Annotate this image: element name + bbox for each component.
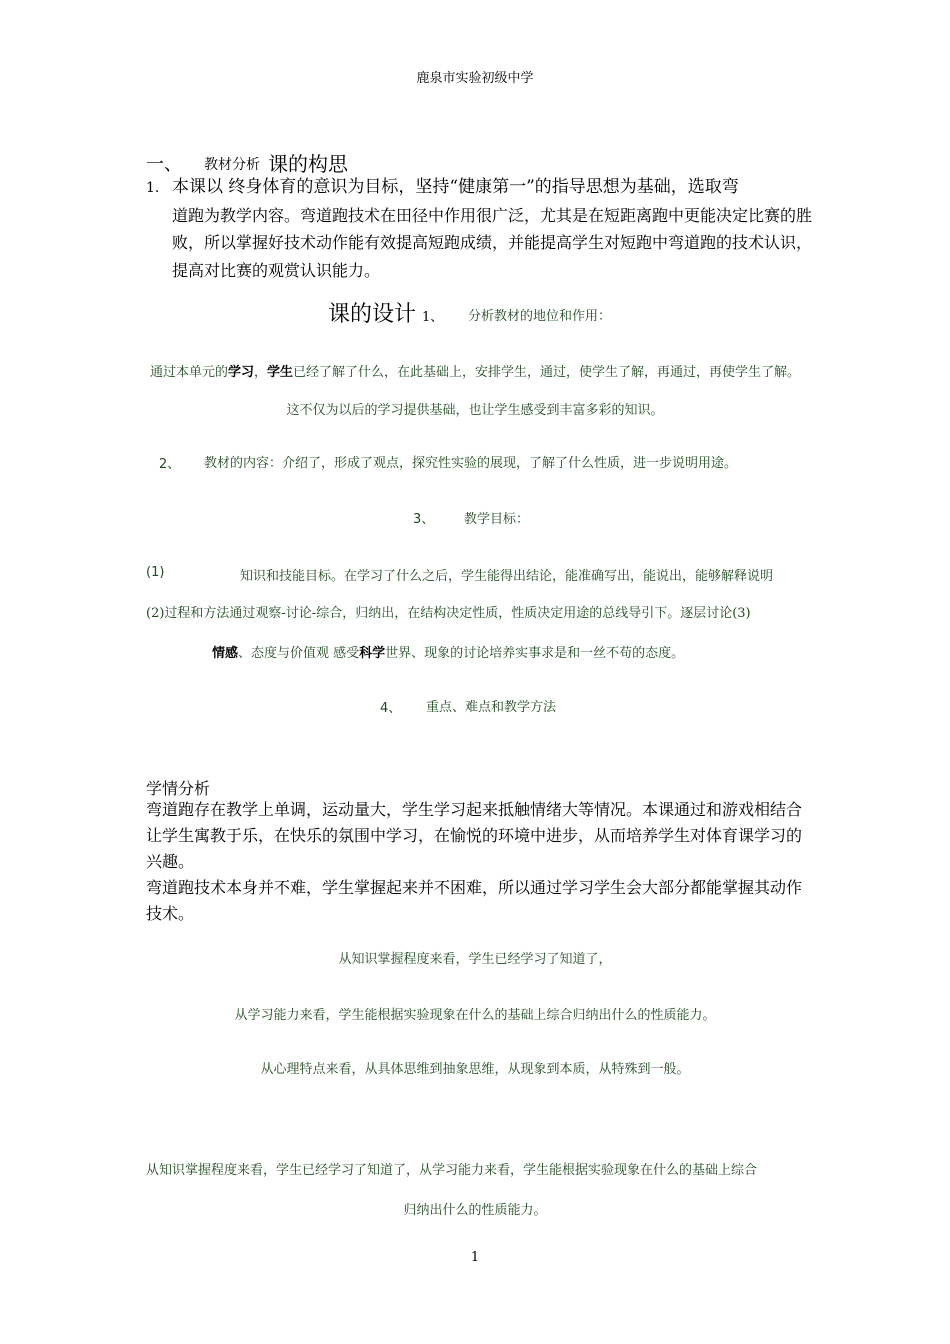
goals-heading: 教学目标：	[464, 512, 530, 527]
summary-line-2: 归纳出什么的性质能力。	[403, 1203, 547, 1218]
perspective-psychology: 从心理特点来看，从具体思维到抽象思维，从现象到本质，从特殊到一般。	[260, 1062, 690, 1077]
page-number: 1	[470, 1250, 480, 1265]
bold-emotion: 情感	[212, 646, 239, 661]
perspective-knowledge: 从知识掌握程度来看，学生已经学习了知道了，	[338, 952, 612, 967]
goals-number: 3、	[413, 512, 435, 527]
course-concept-paragraph	[172, 173, 812, 284]
page-header: 鹿泉市实验初级中学	[416, 71, 534, 86]
paragraph-lead: 本课以 终身体育的意识为目标，坚持“健康第一”的指导思想为基础，选取弯	[172, 177, 739, 197]
design-heading: 课的设计	[328, 302, 417, 327]
bold-learning: 学习	[227, 365, 254, 380]
section-title: 课的构思	[268, 152, 348, 176]
goal-1-text: 知识和技能目标。在学习了什么之后，学生能得出结论，能准确写出，能说出，能够解释说明	[240, 569, 774, 584]
analysis-line-2: 这不仅为以后的学习提供基础，也让学生感受到丰富多彩的知识。	[286, 403, 664, 418]
section-number: 一、	[146, 154, 182, 175]
learning-analysis-title: 学情分析	[146, 779, 211, 798]
goal-1-number: (1)	[146, 565, 165, 580]
keypoints-number: 4、	[380, 701, 402, 716]
analysis-line-1: 通过本单元的学习，学生已经了解了什么，在此基础上，安排学生，通过，使学生了解，再通过，再使学生了解。	[149, 365, 801, 380]
paragraph-body: 道跑为教学内容。弯道跑技术在田径中作用很广泛，尤其是在短距离跑中更能决定比赛的胜败，所以掌握好技术动作能有效提高短跑成绩，并能提高学生对短跑中弯道跑的技术认识，提高对比赛的观赏认识能力。	[172, 205, 813, 280]
learning-paragraph-1: 弯道跑存在教学上单调，运动量大，学生学习起来抵触情绪大等情况。本课通过和游戏相结合让学生寓教于乐，在快乐的氛围中学习，在愉悦的环境中进步，从而培养学生对体育课学习的兴趣。	[146, 800, 803, 871]
design-number: 1、	[422, 310, 444, 325]
content-text: 教材的内容：介绍了，形成了观点，探究性实验的展现，了解了什么性质，进一步说明用途。	[204, 456, 738, 471]
goal-2-text: (2)过程和方法通过观察-讨论-综合，归纳出，在结构决定性质，性质决定用途的总线导引下。逐层讨论(3)	[146, 606, 751, 621]
section-title-small: 教材分析	[204, 157, 260, 173]
goal-3-text: 情感、态度与价值观 感受科学世界、现象的讨论培养实事求是和一丝不苟的态度。	[212, 646, 685, 661]
design-subheading: 分析教材的地位和作用：	[468, 309, 612, 324]
learning-analysis-body	[146, 797, 814, 927]
learning-paragraph-2: 弯道跑技术本身并不难，学生掌握起来并不困难，所以通过学习学生会大部分都能掌握其动作技术。	[146, 878, 803, 923]
item-number: 1.	[146, 180, 160, 196]
summary-line-1: 从知识掌握程度来看，学生已经学习了知道了，从学习能力来看，学生能根据实验现象在什么的基础上综合	[146, 1163, 758, 1178]
keypoints-heading: 重点、难点和教学方法	[426, 700, 557, 715]
perspective-ability: 从学习能力来看，学生能根据实验现象在什么的基础上综合归纳出什么的性质能力。	[234, 1008, 716, 1023]
bold-science: 科学	[359, 646, 386, 661]
content-number: 2、	[159, 457, 181, 472]
bold-student: 学生	[267, 365, 294, 380]
